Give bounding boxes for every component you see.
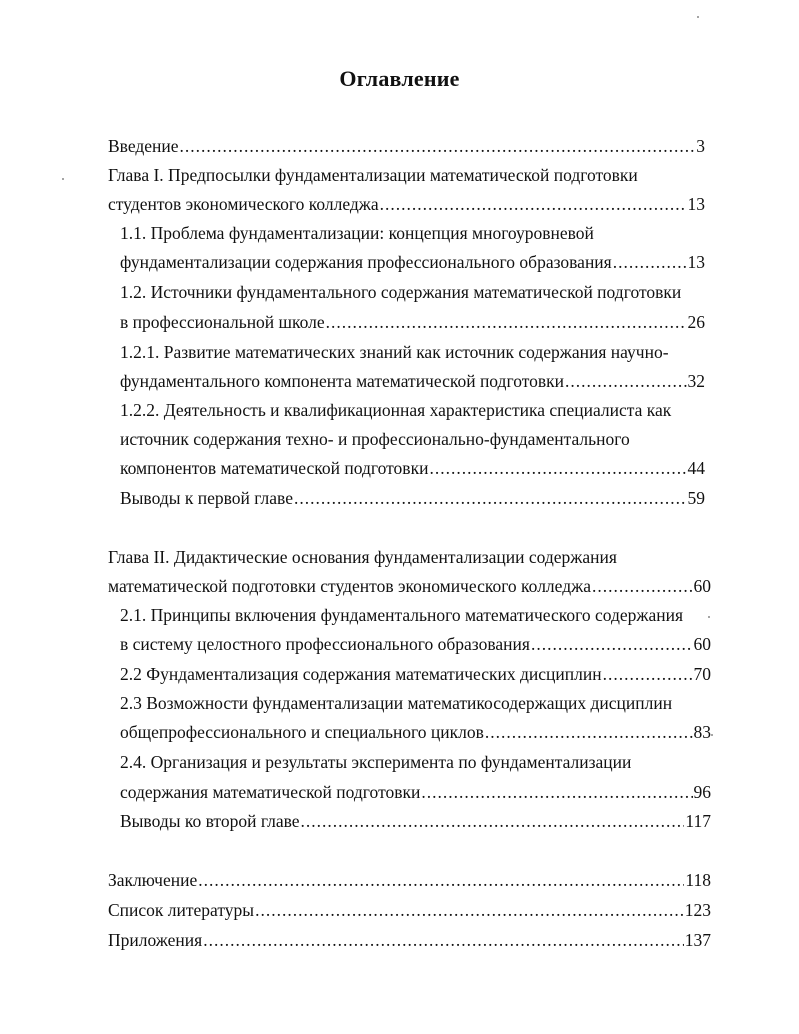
- toc-page-number: 117: [685, 811, 711, 831]
- toc-entry-conclusions-1[interactable]: [120, 484, 705, 512]
- page-title: Оглавление: [339, 66, 460, 91]
- toc-chapter-2-heading: Глава II. Дидактические основания фундаментализации содержания: [108, 547, 617, 567]
- dot-leader: [421, 778, 692, 806]
- toc-page-number: 13: [687, 252, 705, 272]
- toc-entry-intro[interactable]: [108, 132, 705, 160]
- toc-entry-conclusion[interactable]: [108, 866, 711, 894]
- toc-entry-references[interactable]: [108, 896, 711, 924]
- toc-entry-text: Список литературы: [108, 900, 255, 920]
- toc-entry-chapter-1[interactable]: [108, 190, 705, 218]
- toc-section-2-1-line: 2.1. Принципы включения фундаментального математического содержания: [120, 605, 684, 625]
- toc-entry-text: компонентов математической подготовки: [120, 458, 429, 478]
- toc-entry-chapter-2[interactable]: [108, 572, 711, 600]
- dot-leader: [380, 190, 687, 218]
- toc-page-number: 32: [687, 371, 705, 391]
- toc-entry-text: математической подготовки студентов экономического колледжа: [108, 576, 591, 596]
- toc-entry-text: Выводы ко второй главе: [120, 811, 300, 831]
- scan-speck: [62, 178, 64, 180]
- toc-entry-section-2-4[interactable]: [120, 778, 711, 806]
- toc-entry-text: Выводы к первой главе: [120, 488, 293, 508]
- toc-section-2-3-line: 2.3 Возможности фундаментализации математикосодержащих дисциплин: [120, 693, 673, 713]
- dot-leader: [613, 248, 687, 276]
- toc-page-number: 44: [687, 458, 705, 478]
- toc-entry-text: в систему целостного профессионального образования: [120, 634, 530, 654]
- toc-section-1-2-1-line: 1.2.1. Развитие математических знаний как источник содержания научно-: [120, 342, 669, 362]
- dot-leader: [429, 454, 686, 482]
- toc-page-number: 123: [684, 900, 711, 920]
- scan-speck: [697, 16, 699, 18]
- toc-page-number: 13: [687, 194, 705, 214]
- toc-section-1-2-2-line: 1.2.2. Деятельность и квалификационная характеристика специалиста как: [120, 400, 672, 420]
- dot-leader: [255, 896, 684, 924]
- toc-section-1-2-2-line: источник содержания техно- и профессионально-фундаментального: [120, 429, 630, 449]
- dot-leader: [180, 132, 696, 160]
- toc-page-number: 83: [693, 722, 711, 742]
- toc-entry-text: фундаментального компонента математической подготовки: [120, 371, 565, 391]
- dot-leader: [301, 807, 685, 835]
- toc-page-number: 59: [687, 488, 705, 508]
- toc-entry-text: Приложения: [108, 930, 203, 950]
- dot-leader: [592, 572, 693, 600]
- dot-leader: [203, 926, 684, 954]
- toc-entry-appendices[interactable]: [108, 926, 711, 954]
- toc-entry-text: студентов экономического колледжа: [108, 194, 379, 214]
- toc-entry-text: фундаментализации содержания профессионального образования: [120, 252, 612, 272]
- dot-leader: [294, 484, 687, 512]
- toc-page-number: 96: [693, 782, 711, 802]
- toc-page-number: 3: [696, 136, 705, 156]
- toc-entry-section-1-2-2[interactable]: [120, 454, 705, 482]
- scan-speck: [708, 616, 710, 618]
- toc-entry-section-2-3[interactable]: [120, 718, 711, 746]
- toc-entry-section-1-1[interactable]: [120, 248, 705, 276]
- toc-entry-text: Заключение: [108, 870, 198, 890]
- dot-leader: [485, 718, 693, 746]
- toc-entry-text: Введение: [108, 136, 179, 156]
- scan-speck: [711, 734, 713, 736]
- toc-entry-text: 2.2 Фундаментализация содержания математических дисциплин: [120, 664, 602, 684]
- dot-leader: [603, 660, 693, 688]
- toc-entry-conclusions-2[interactable]: [120, 807, 711, 835]
- dot-leader: [198, 866, 684, 894]
- toc-chapter-1-heading: Глава I. Предпосылки фундаментализации математической подготовки: [108, 165, 638, 185]
- toc-section-2-4-line: 2.4. Организация и результаты эксперимента по фундаментализации: [120, 752, 632, 772]
- toc-entry-section-2-1[interactable]: [120, 630, 711, 658]
- dot-leader: [326, 308, 687, 336]
- toc-entry-text: содержания математической подготовки: [120, 782, 421, 802]
- toc-page-number: 60: [693, 634, 711, 654]
- toc-page-number: 137: [684, 930, 711, 950]
- toc-page-number: 118: [685, 870, 711, 890]
- toc-entry-text: в профессиональной школе: [120, 312, 325, 332]
- toc-section-1-2-line: 1.2. Источники фундаментального содержания математической подготовки: [120, 282, 682, 302]
- toc-page-number: 60: [693, 576, 711, 596]
- dot-leader: [531, 630, 693, 658]
- toc-section-1-1-line: 1.1. Проблема фундаментализации: концепция многоуровневой: [120, 223, 594, 243]
- toc-entry-text: общепрофессионального и специального циклов: [120, 722, 484, 742]
- toc-entry-section-2-2[interactable]: [120, 660, 711, 688]
- toc-entry-section-1-2-1[interactable]: [120, 367, 705, 395]
- toc-entry-section-1-2[interactable]: [120, 308, 705, 336]
- toc-page-number: 70: [693, 664, 711, 684]
- dot-leader: [565, 367, 686, 395]
- toc-page-number: 26: [687, 312, 705, 332]
